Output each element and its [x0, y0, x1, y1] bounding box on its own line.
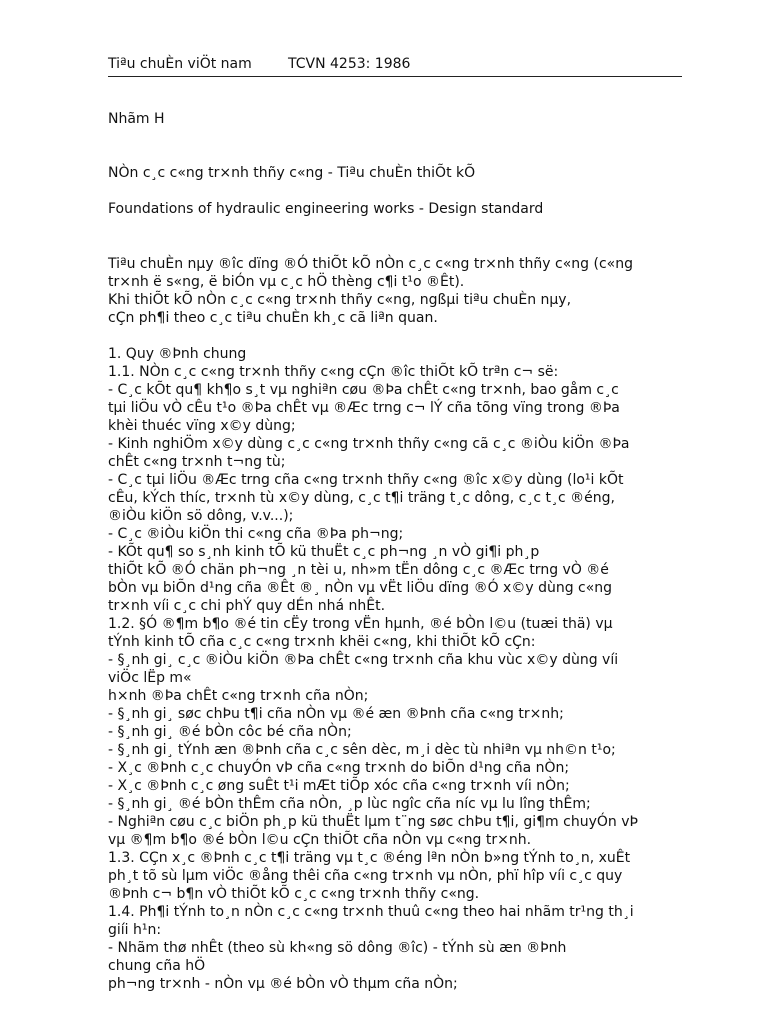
body-line: - X¸c ®Þnh c¸c øng suÊt t¹i mÆt tiÕp xóc cña c«ng tr×nh víi nÒn; [108, 778, 570, 794]
body-line: - KÕt qu¶ so s¸nh kinh tÕ kü thuËt c¸c ph¬ng ¸n vÒ gi¶i ph¸p [108, 544, 540, 560]
body-line: viÖc lËp m« [108, 670, 192, 686]
body-line: - §¸nh gi¸ ®é bÒn côc bé cña nÒn; [108, 724, 352, 740]
body-line: ph¸t tõ sù lµm viÖc ®ång thêi cña c«ng tr×nh vµ nÒn, phï hîp víi c¸c quy [108, 868, 623, 884]
group-label: Nhãm H [108, 111, 165, 127]
body-line: - X¸c ®Þnh c¸c chuyÓn vÞ cña c«ng tr×nh do biÕn d¹ng cña nÒn; [108, 760, 570, 776]
body-line: h×nh ®Þa chÊt c«ng tr×nh cña nÒn; [108, 688, 369, 704]
body-line: - C¸c kÕt qu¶ kh¶o s¸t vµ nghiªn cøu ®Þa chÊt c«ng tr×nh, bao gåm c¸c [108, 382, 619, 398]
body-line: 1.3. CÇn x¸c ®Þnh c¸c t¶i träng vµ t¸c ®éng lªn nÒn b»ng tÝnh to¸n, xuÊt [108, 850, 631, 866]
body-line: - Kinh nghiÖm x©y dùng c¸c c«ng tr×nh thñy c«ng cã c¸c ®iÒu kiÖn ®Þa [108, 436, 630, 452]
body-line: chÊt c«ng tr×nh t¬ng tù; [108, 454, 286, 470]
body-line: - §¸nh gi¸ c¸c ®iÒu kiÖn ®Þa chÊt c«ng tr×nh cña khu vùc x©y dùng víi [108, 652, 619, 668]
body-line: chung cña hÖ [108, 958, 206, 974]
body-line: tµi liÖu vÒ cÊu t¹o ®Þa chÊt vµ ®Æc trng c¬ lÝ cña tõng vïng trong ®Þa [108, 400, 620, 416]
body-line: tÝnh kinh tÕ cña c¸c c«ng tr×nh khëi c«ng, khi thiÕt kÕ cÇn: [108, 634, 536, 650]
body-line: vµ ®¶m b¶o ®é bÒn l©u cÇn thiÕt cña nÒn vµ c«ng tr×nh. [108, 832, 532, 848]
body-line: thiÕt kÕ ®Ó chän ph¬ng ¸n tèi u, nh»m tËn dông c¸c ®Æc trng vÒ ®é [108, 562, 609, 578]
section-heading: 1. Quy ®Þnh chung [108, 346, 247, 362]
body-line: 1.4. Ph¶i tÝnh to¸n nÒn c¸c c«ng tr×nh thuû c«ng theo hai nhãm tr¹ng th¸i [108, 904, 634, 920]
body-line: ®iÒu kiÖn sö dông, v.v...); [108, 508, 294, 524]
body-line: khèi thuéc vïng x©y dùng; [108, 418, 296, 434]
body-line: - Nghiªn cøu c¸c biÖn ph¸p kü thuËt lµm t¨ng søc chÞu t¶i, gi¶m chuyÓn vÞ [108, 814, 638, 830]
body-line: tr×nh víi c¸c chi phÝ quy dÉn nhá nhÊt. [108, 598, 386, 614]
body-line: tr×nh ë s«ng, ë biÓn vµ c¸c hÖ thèng c¶i t¹o ®Êt). [108, 274, 465, 290]
body-line: - C¸c ®iÒu kiÖn thi c«ng cña ®Þa ph¬ng; [108, 526, 404, 542]
body-line: - §¸nh gi¸ ®é bÒn thÊm cña nÒn, ¸p lùc ngîc cña níc vµ lu lîng thÊm; [108, 796, 591, 812]
title-vietnamese: NÒn c¸c c«ng tr×nh thñy c«ng - Tiªu chuÈn thiÕt kÕ [108, 165, 476, 181]
body-line: 1.1. NÒn c¸c c«ng tr×nh thñy c«ng cÇn ®îc thiÕt kÕ trªn c¬ së: [108, 364, 559, 380]
body-line: bÒn vµ biÕn d¹ng cña ®Êt ®¸ nÒn vµ vËt liÖu dïng ®Ó x©y dùng c«ng [108, 580, 613, 596]
body-line: ph¬ng tr×nh - nÒn vµ ®é bÒn vÒ thµm cña nÒn; [108, 976, 458, 992]
body-line: - §¸nh gi¸ søc chÞu t¶i cña nÒn vµ ®é æn ®Þnh cña c«ng tr×nh; [108, 706, 564, 722]
body-line: giíi h¹n: [108, 922, 162, 938]
running-header [108, 54, 682, 77]
body-line: - Nhãm thø nhÊt (theo sù kh«ng sö dông ®îc) - tÝnh sù æn ®Þnh [108, 940, 567, 956]
body-line: ®Þnh c¬ b¶n vÒ thiÕt kÕ c¸c c«ng tr×nh thñy c«ng. [108, 886, 480, 902]
body-line: cÊu, kÝch thíc, tr×nh tù x©y dùng, c¸c t¶i träng t¸c dông, c¸c t¸c ®éng, [108, 490, 615, 506]
body-line: Tiªu chuÈn nµy ®îc dïng ®Ó thiÕt kÕ nÒn c¸c c«ng tr×nh thñy c«ng (c«ng [108, 256, 633, 272]
body-line: - §¸nh gi¸ tÝnh æn ®Þnh cña c¸c sên dèc, m¸i dèc tù nhiªn vµ nh©n t¹o; [108, 742, 616, 758]
header-standard-code: TCVN 4253: 1986 [288, 56, 411, 72]
title-english: Foundations of hydraulic engineering works - Design standard [108, 201, 544, 217]
body-line: Khi thiÕt kÕ nÒn c¸c c«ng tr×nh thñy c«ng, ngßµi tiªu chuÈn nµy, [108, 292, 572, 308]
body-line: 1.2. §Ó ®¶m b¶o ®é tin cËy trong vËn hµnh, ®é bÒn l©u (tuæi thä) vµ [108, 616, 613, 632]
header-standard-label: Tiªu chuÈn viÖt nam [108, 56, 252, 72]
body-line: cÇn ph¶i theo c¸c tiªu chuÈn kh¸c cã liªn quan. [108, 310, 438, 326]
body-line: - C¸c tµi liÖu ®Æc trng cña c«ng tr×nh thñy c«ng ®îc x©y dùng (lo¹i kÕt [108, 472, 624, 488]
